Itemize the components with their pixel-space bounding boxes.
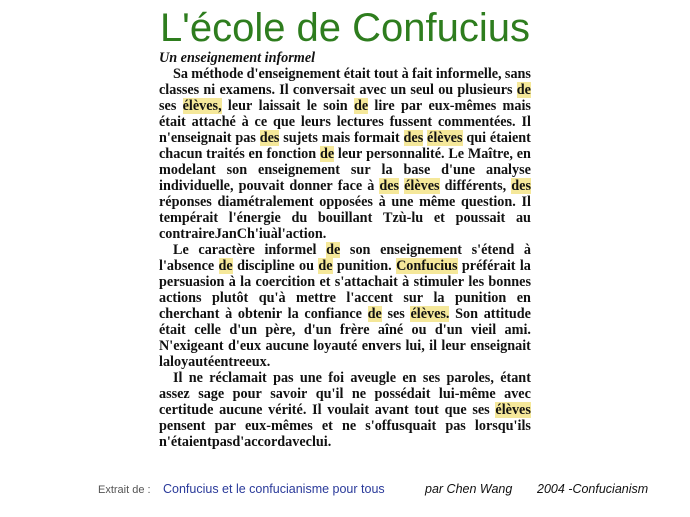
word: sujets xyxy=(283,130,318,146)
word: était xyxy=(159,322,186,338)
word: seul xyxy=(410,82,434,98)
word: avec xyxy=(359,82,387,98)
word: examens. xyxy=(219,82,276,98)
word: avant xyxy=(374,402,409,418)
word: d'une xyxy=(441,162,476,178)
word: diamétralement xyxy=(217,194,314,210)
word: celle xyxy=(194,322,221,338)
word: eux-mêmes xyxy=(244,418,313,434)
word: ou xyxy=(299,258,314,274)
word: à xyxy=(401,66,409,82)
word: d'un xyxy=(434,322,463,338)
word: Maître, xyxy=(467,146,513,162)
word: tempérait xyxy=(159,210,219,226)
word: une xyxy=(391,194,414,210)
highlighted-word: élèves xyxy=(404,178,440,194)
word: ni xyxy=(203,82,216,98)
highlighted-word: des xyxy=(379,178,400,194)
word: caractère xyxy=(198,242,255,258)
word: l'accent xyxy=(346,290,393,306)
word: enseignement xyxy=(258,162,341,178)
word: plutôt xyxy=(212,290,249,306)
word: frère xyxy=(339,322,370,338)
word: lire xyxy=(374,98,395,114)
word: coercition xyxy=(255,274,316,290)
excerpt-line xyxy=(159,354,531,370)
highlighted-word: de xyxy=(218,258,233,274)
word: contraire xyxy=(159,226,215,242)
word: n'étaient xyxy=(159,434,212,450)
word: à xyxy=(270,226,278,242)
word: l'énergie xyxy=(228,210,281,226)
word: le xyxy=(306,98,317,114)
word: en xyxy=(248,146,263,162)
word: ne xyxy=(188,370,203,386)
word: persuasion xyxy=(159,274,225,290)
source-footer xyxy=(0,480,690,500)
word: lorsqu'ils xyxy=(474,418,531,434)
word: base xyxy=(403,162,431,178)
word: foi xyxy=(328,370,345,386)
word: entre xyxy=(214,354,246,370)
word: sage xyxy=(198,386,225,402)
word: lectures xyxy=(336,114,384,130)
page-title: L'école de Confucius xyxy=(159,6,531,50)
word: qu'à xyxy=(258,290,286,306)
word: attaché xyxy=(191,114,236,130)
word: il xyxy=(429,338,438,354)
word: aucune xyxy=(219,402,263,418)
word: Il xyxy=(279,82,289,98)
word: différents, xyxy=(444,178,507,194)
excerpt-subtitle: Un enseignement informel xyxy=(159,50,316,66)
word: en xyxy=(402,370,417,386)
word: informelle, xyxy=(435,66,502,82)
word: au xyxy=(515,210,531,226)
word: à xyxy=(378,194,386,210)
word: à xyxy=(367,178,375,194)
word: leur xyxy=(441,338,466,354)
word: les xyxy=(468,274,485,290)
word: la xyxy=(519,258,531,274)
word: Ch'iu xyxy=(236,226,271,242)
word: ne xyxy=(341,418,357,434)
word: cherchant xyxy=(159,306,220,322)
word: confiance xyxy=(304,306,362,322)
word: un xyxy=(390,82,407,98)
word: lui, xyxy=(405,338,425,354)
word: par xyxy=(400,98,423,114)
word: leur xyxy=(227,98,253,114)
excerpt-line xyxy=(159,338,531,354)
word: bonnes xyxy=(488,274,531,290)
word: s'offusquait xyxy=(365,418,437,434)
word: qu'il xyxy=(315,386,344,402)
excerpt-line xyxy=(159,178,531,194)
word: et xyxy=(321,418,333,434)
word: analyse xyxy=(485,162,531,178)
word: lui-même xyxy=(438,386,496,402)
word: Il xyxy=(173,370,183,386)
excerpt-line xyxy=(159,226,531,242)
word: mettre xyxy=(296,290,336,306)
excerpt-line xyxy=(159,162,531,178)
word: mais xyxy=(321,130,351,146)
word: réclamait xyxy=(209,370,267,386)
highlighted-word: de xyxy=(326,242,341,258)
excerpt-line xyxy=(159,66,531,82)
word: Il xyxy=(312,402,322,418)
word: d'enseignement xyxy=(246,66,341,82)
word: à xyxy=(523,242,531,258)
footer-book-title: Confucius et le confucianisme pour tous xyxy=(163,482,385,496)
word: donner xyxy=(289,178,333,194)
highlighted-word: élèves xyxy=(495,402,531,418)
word: ses xyxy=(387,306,405,322)
word: eux-mêmes xyxy=(428,98,497,114)
excerpt-line xyxy=(159,82,531,98)
word: ses xyxy=(159,98,177,114)
highlighted-word: des xyxy=(259,130,280,146)
excerpt-line xyxy=(159,98,531,114)
word: Son xyxy=(455,306,479,322)
word: Le xyxy=(448,146,465,162)
word: tout xyxy=(414,402,439,418)
word: sur xyxy=(403,290,424,306)
excerpt-line xyxy=(159,130,531,146)
word: pour xyxy=(232,386,262,402)
word: paroles, xyxy=(446,370,494,386)
word: commentées. xyxy=(438,114,516,130)
word: une xyxy=(299,370,322,386)
highlighted-word: Confucius xyxy=(396,258,458,274)
word: pensent xyxy=(159,418,206,434)
word: d'eux xyxy=(227,338,262,354)
word: fussent xyxy=(389,114,433,130)
word: savoir xyxy=(270,386,308,402)
word: opposées xyxy=(319,194,373,210)
excerpt-line xyxy=(159,418,531,434)
excerpt-line xyxy=(159,258,531,274)
word: l'action. xyxy=(277,226,327,242)
word: vérité. xyxy=(268,402,307,418)
excerpt-line xyxy=(159,306,531,322)
word: soin xyxy=(323,98,348,114)
word: aveugle xyxy=(350,370,397,386)
excerpt-line xyxy=(159,146,531,162)
word: question. xyxy=(461,194,516,210)
word: Sa xyxy=(173,66,188,82)
word: obtenir xyxy=(237,306,282,322)
word: d'un xyxy=(303,322,332,338)
word: sans xyxy=(504,66,531,82)
word: classes xyxy=(159,82,200,98)
excerpt-line xyxy=(159,434,531,450)
word: punition xyxy=(454,290,507,306)
word: la xyxy=(240,274,252,290)
word: stimuler xyxy=(413,274,465,290)
word: bouillant xyxy=(317,210,373,226)
word: avec xyxy=(504,386,531,402)
word: qui xyxy=(466,130,487,146)
word: lui. xyxy=(311,434,332,450)
word: Il xyxy=(521,114,531,130)
word: n'enseignait xyxy=(159,130,232,146)
word: ce xyxy=(254,114,268,130)
word: par xyxy=(214,418,236,434)
word: attitude xyxy=(483,306,531,322)
word: était xyxy=(159,114,186,130)
word: enseignait xyxy=(470,338,531,354)
highlighted-word: élèves. xyxy=(410,306,450,322)
word: la xyxy=(381,162,393,178)
word: s'attachait xyxy=(334,274,398,290)
excerpt-line xyxy=(159,274,531,290)
word: loyauté xyxy=(313,338,358,354)
word: s'étend xyxy=(471,242,515,258)
excerpt-line xyxy=(159,194,531,210)
word: fonction xyxy=(266,146,317,162)
word: préférait xyxy=(461,258,516,274)
word: en xyxy=(516,290,531,306)
word: ses xyxy=(472,402,490,418)
word: certitude xyxy=(159,402,214,418)
word: leurs xyxy=(300,114,331,130)
word: sur xyxy=(350,162,371,178)
word: son xyxy=(349,242,371,258)
highlighted-word: des xyxy=(511,178,531,194)
word: ou xyxy=(411,322,427,338)
word: étant xyxy=(500,370,531,386)
word: aucune xyxy=(265,338,309,354)
word: discipline xyxy=(237,258,295,274)
excerpt-line xyxy=(159,386,531,402)
highlighted-word: élèves xyxy=(427,130,463,146)
word: même xyxy=(419,194,456,210)
word: pas xyxy=(273,370,294,386)
word: vieil xyxy=(470,322,497,338)
word: à xyxy=(402,274,410,290)
word: et xyxy=(319,274,331,290)
word: enseignement xyxy=(380,242,463,258)
word: formait xyxy=(353,130,400,146)
word: traités xyxy=(206,146,245,162)
word: du xyxy=(291,210,308,226)
word: la xyxy=(287,306,299,322)
word: leur xyxy=(337,146,363,162)
word: Tzù-lu xyxy=(382,210,424,226)
word: punition. xyxy=(336,258,392,274)
word: Il xyxy=(521,194,531,210)
word: la xyxy=(433,290,445,306)
word: conversait xyxy=(292,82,356,98)
word: chacun xyxy=(159,146,203,162)
word: poussait xyxy=(455,210,506,226)
word: à xyxy=(241,114,249,130)
word: face xyxy=(337,178,363,194)
excerpt-body xyxy=(159,66,531,450)
word: d'un xyxy=(229,322,257,338)
word: plusieurs xyxy=(457,82,513,98)
word: ne xyxy=(351,386,367,402)
word: et xyxy=(433,210,445,226)
word: individuelle, xyxy=(159,178,234,194)
word: loyauté xyxy=(170,354,215,370)
excerpt-line xyxy=(159,114,531,130)
word: pas xyxy=(211,434,233,450)
word: à xyxy=(228,274,236,290)
word: laissait xyxy=(258,98,301,114)
word: assez xyxy=(159,386,190,402)
word: pouvait xyxy=(238,178,285,194)
word: mais xyxy=(502,98,531,114)
highlighted-word: de xyxy=(367,306,382,322)
excerpt-line xyxy=(159,210,531,226)
word: d'accord xyxy=(232,434,286,450)
word: à xyxy=(225,306,233,322)
word: envers xyxy=(361,338,402,354)
word: réponses xyxy=(159,194,212,210)
footer-site: 2004 -Confucianism xyxy=(537,482,649,496)
excerpt-line xyxy=(159,322,531,338)
excerpt-line xyxy=(159,242,531,258)
word: en xyxy=(516,146,531,162)
word: eux. xyxy=(245,354,271,370)
highlighted-word: de xyxy=(353,98,369,114)
excerpt-line xyxy=(159,290,531,306)
footer-label: Extrait de : xyxy=(98,484,151,496)
word: père, xyxy=(265,322,296,338)
highlighted-word: de xyxy=(318,258,333,274)
highlighted-word: des xyxy=(403,130,424,146)
word: pas xyxy=(445,418,466,434)
word: que xyxy=(444,402,467,418)
book-excerpt xyxy=(159,50,531,470)
word: ses xyxy=(422,370,441,386)
word: avec xyxy=(285,434,312,450)
word: fait xyxy=(412,66,433,82)
word: ami. xyxy=(504,322,531,338)
footer-author: par Chen Wang xyxy=(425,482,513,496)
word: modelant xyxy=(159,162,216,178)
word: que xyxy=(273,114,296,130)
word: tout xyxy=(373,66,399,82)
word: aîné xyxy=(377,322,404,338)
word: voulait xyxy=(327,402,370,418)
word: la xyxy=(159,354,171,370)
word: actions xyxy=(159,290,202,306)
word: était xyxy=(343,66,371,82)
excerpt-line xyxy=(159,402,531,418)
word: ou xyxy=(438,82,454,98)
word: Le xyxy=(173,242,189,258)
word: possédait xyxy=(374,386,431,402)
word: son xyxy=(226,162,248,178)
word: pas xyxy=(235,130,256,146)
word: l'absence xyxy=(159,258,215,274)
word: personnalité. xyxy=(366,146,445,162)
excerpt-line xyxy=(159,370,531,386)
highlighted-word: de xyxy=(516,82,531,98)
word: informel xyxy=(264,242,317,258)
word: étaient xyxy=(489,130,531,146)
highlighted-word: de xyxy=(319,146,335,162)
word: méthode xyxy=(191,66,244,82)
word: N'exigeant xyxy=(159,338,224,354)
highlighted-word: élèves, xyxy=(182,98,222,114)
word: Jan xyxy=(214,226,237,242)
